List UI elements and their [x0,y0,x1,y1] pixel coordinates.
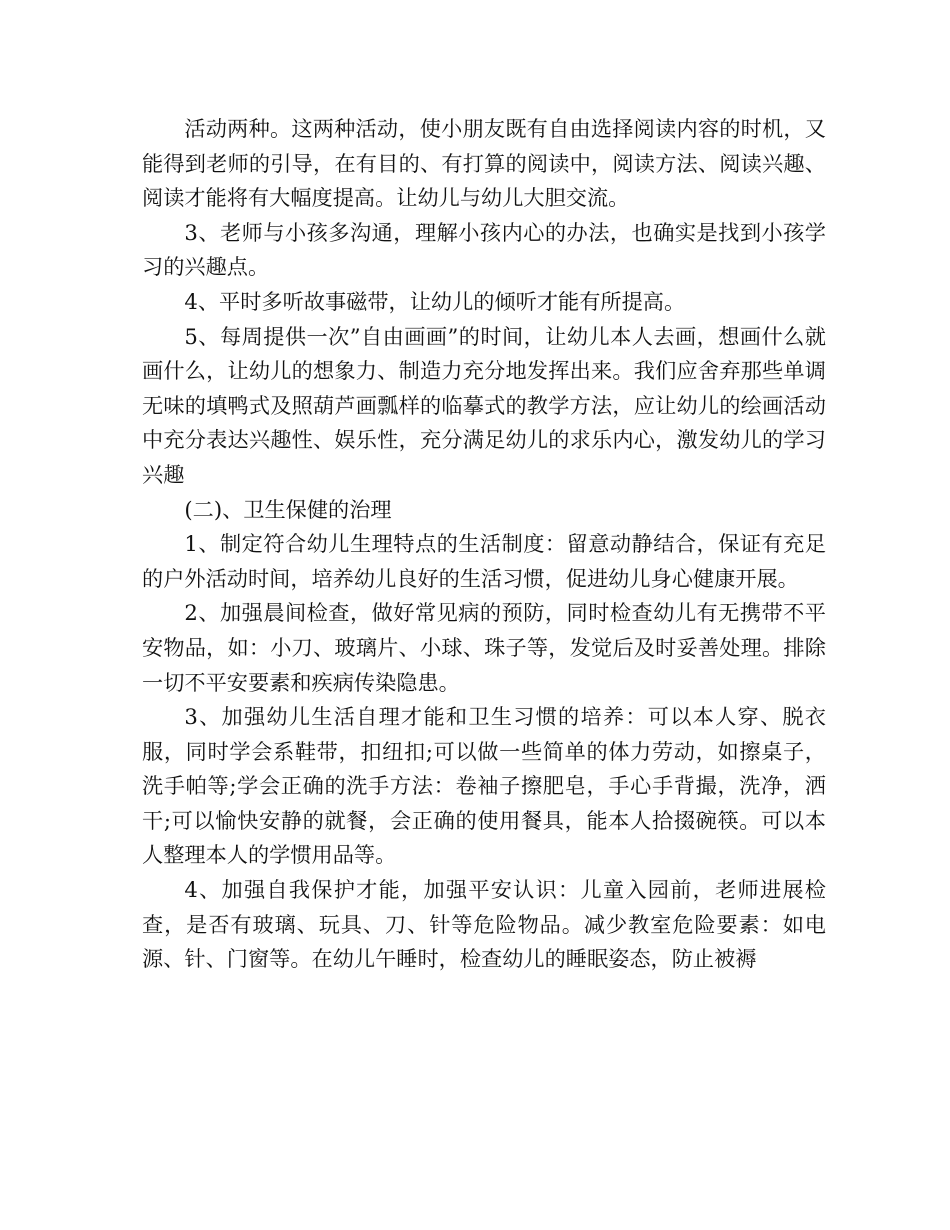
paragraph-health-item-2: 2、加强晨间检查，做好常见病的预防，同时检查幼儿有无携带不平安物品，如：小刀、玻璃片、小球、珠子等，发觉后及时妥善处理。排除一切不平安要素和疾病传染隐患。 [142,600,826,695]
section-heading-health-care: (二)、卫生保健的治理 [184,496,392,522]
paragraph-health-item-4: 4、加强自我保护才能，加强平安认识：儿童入园前，老师进展检查，是否有玻璃、玩具、刀、针等危险物品。减少教室危险要素：如电源、针、门窗等。在幼儿午睡时，检查幼儿的睡眠姿态，防止被褥 [142,877,826,972]
paragraph-item-5-drawing: 5、每周提供一次”自由画画”的时间，让幼儿本人去画，想画什么就画什么，让幼儿的想象力、制造力充分地发挥出来。我们应舍弃那些单调无味的填鸭式及照葫芦画瓢样的临摹式的教学方法，应让幼儿的绘画活动中充分表达兴趣性、娱乐性，充分满足幼儿的求乐内心，激发幼儿的学习兴趣 [142,323,826,487]
paragraph-item-3-communication: 3、老师与小孩多沟通，理解小孩内心的办法，也确实是找到小孩学习的兴趣点。 [142,219,826,280]
paragraph-reading-activities: 活动两种。这两种活动，使小朋友既有自由选择阅读内容的时机，又能得到老师的引导，在有目的、有打算的阅读中，阅读方法、阅读兴趣、阅读才能将有大幅度提高。让幼儿与幼儿大胆交流。 [142,116,826,211]
paragraph-health-item-1: 1、制定符合幼儿生理特点的生活制度：留意动静结合，保证有充足的户外活动时间，培养幼儿良好的生活习惯，促进幼儿身心健康开展。 [142,531,826,591]
paragraph-item-4-listening: 4、平时多听故事磁带，让幼儿的倾听才能有所提高。 [184,288,686,314]
paragraph-health-item-3: 3、加强幼儿生活自理才能和卫生习惯的培养：可以本人穿、脱衣服，同时学会系鞋带，扣纽扣;可以做一些简单的体力劳动，如擦桌子，洗手帕等;学会正确的洗手方法：卷袖子擦肥皂，手心手背撮，洗净，洒干;可以愉快安静的就餐，会正确的使用餐具，能本人拾掇碗筷。可以本人整理本人的学惯用品等。 [142,704,826,868]
document-page [142,112,826,977]
